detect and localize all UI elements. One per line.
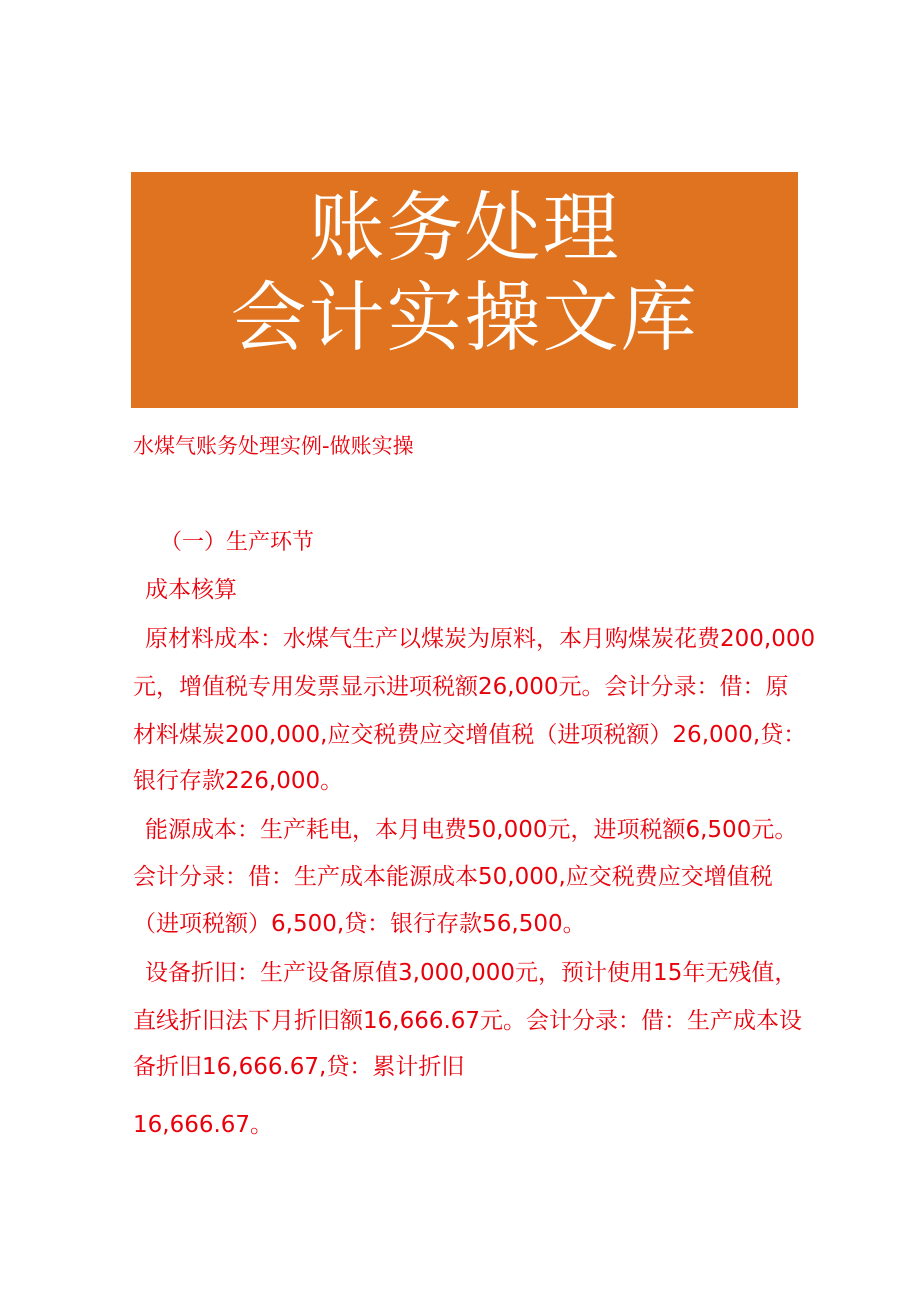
- paragraph-line: 备折旧16,666.67,贷：累计折旧: [133, 1054, 465, 1080]
- paragraph-line: 会计分录：借：生产成本能源成本50,000,应交税费应交增值税: [133, 864, 773, 890]
- section-heading: （一）生产环节: [160, 530, 315, 555]
- paragraph-line: 原材料成本：水煤气生产以煤炭为原料，本月购煤炭花费200,000: [145, 626, 816, 652]
- paragraph-line: 能源成本：生产耗电，本月电费50,000元，进项税额6,500元。: [145, 817, 798, 843]
- paragraph-line: 直线折旧法下月折旧额16,666.67元。会计分录：借：生产成本设: [133, 1008, 803, 1034]
- paragraph-line: 银行存款226,000。: [133, 768, 344, 794]
- banner-title-line-2: 会计实操文库: [230, 273, 699, 362]
- paragraph-line: （进项税额）6,500,贷：银行存款56,500。: [133, 911, 586, 937]
- paragraph-line: 成本核算: [145, 577, 237, 603]
- banner-title-line-1: 账务处理: [308, 183, 621, 272]
- document-subtitle: 水煤气账务处理实例-做账实操: [133, 434, 414, 458]
- paragraph-line: 材料煤炭200,000,应交税费应交增值税（进项税额）26,000,贷：: [133, 722, 807, 748]
- paragraph-line: 16,666.67。: [133, 1112, 274, 1138]
- paragraph-line: 元，增值税专用发票显示进项税额26,000元。会计分录：借：原: [133, 674, 789, 700]
- paragraph-line: 设备折旧：生产设备原值3,000,000元，预计使用15年无残值，: [145, 960, 798, 986]
